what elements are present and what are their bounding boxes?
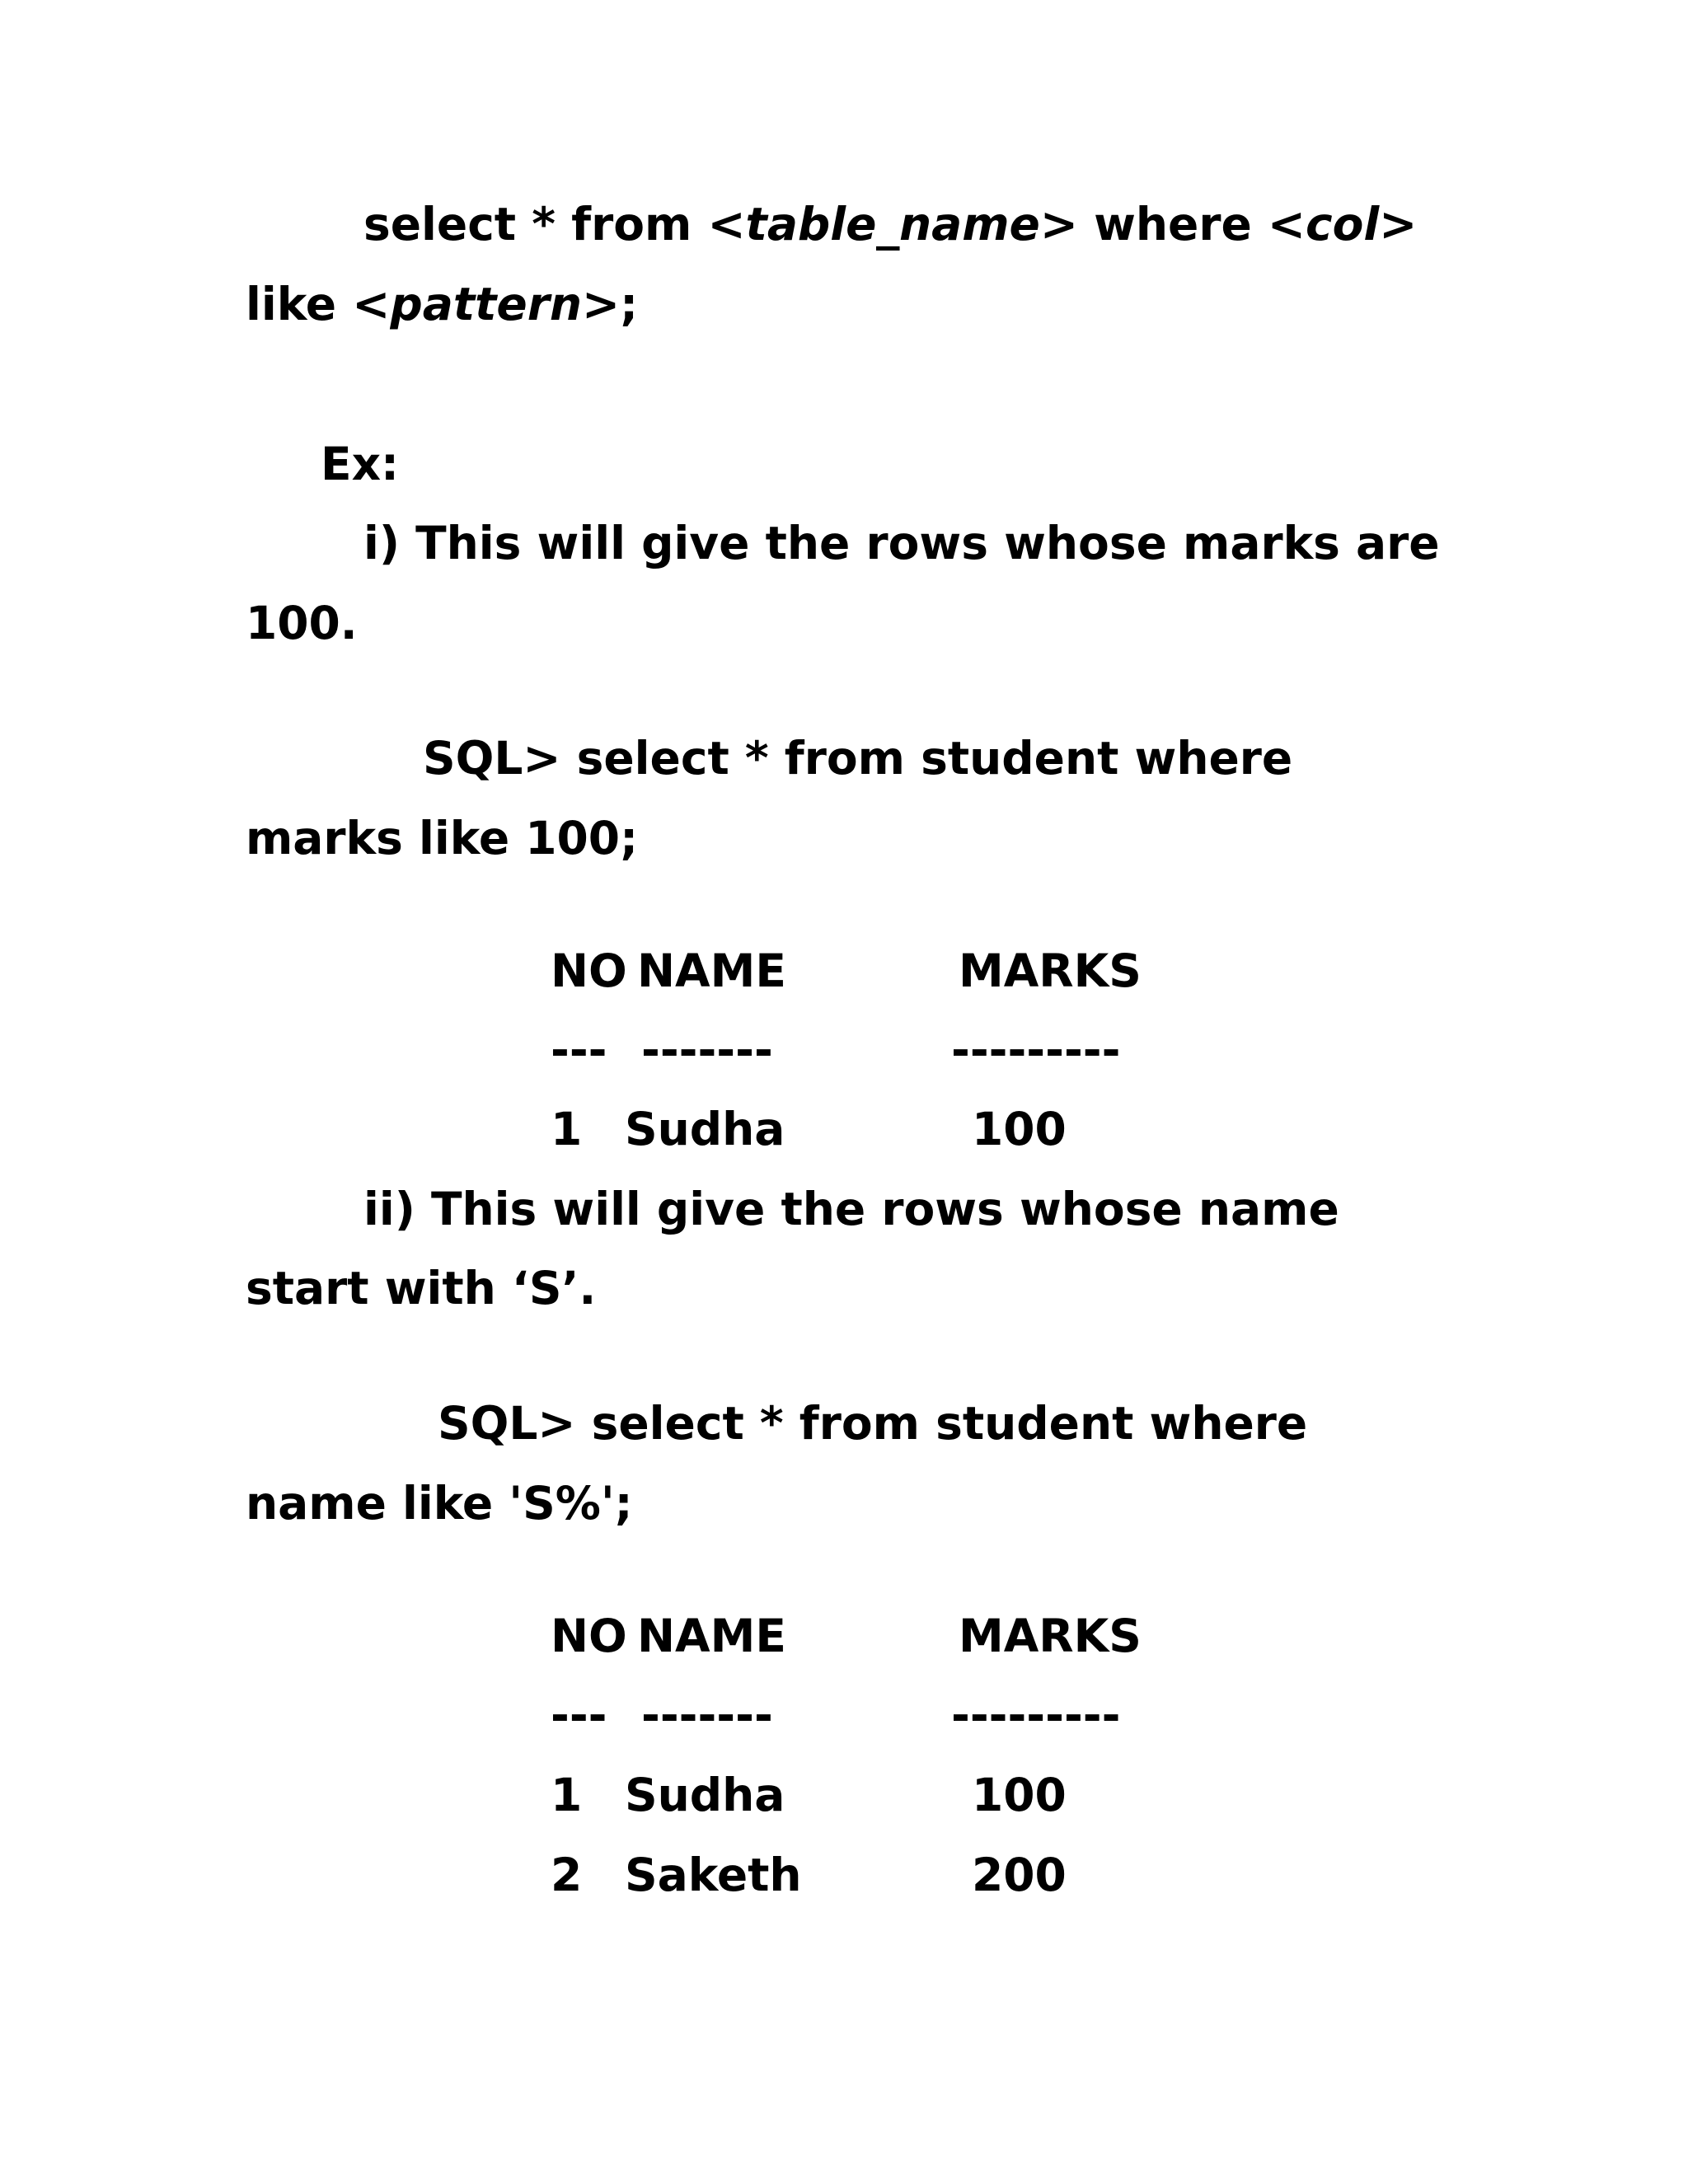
example1-sql-line-1: SQL> select * from student where — [423, 732, 1293, 785]
example2-sql-line-2: name like 'S%'; — [246, 1477, 633, 1530]
separator-no: --- — [551, 1689, 607, 1741]
cell-name: Sudha — [625, 1769, 785, 1821]
header-marks: MARKS — [959, 1610, 1142, 1662]
cell-name: Saketh — [625, 1849, 802, 1901]
cell-name: Sudha — [625, 1103, 785, 1155]
separator-name: ------- — [641, 1024, 773, 1076]
header-name: NAME — [637, 1610, 786, 1662]
separator-no: --- — [551, 1024, 607, 1076]
syntax-col: col — [1306, 198, 1380, 251]
cell-no: 1 — [551, 1769, 583, 1821]
syntax-text: >; — [582, 278, 639, 330]
cell-no: 2 — [551, 1849, 583, 1901]
syntax-text: > — [1379, 198, 1418, 251]
header-no: NO — [551, 944, 627, 997]
cell-no: 1 — [551, 1103, 583, 1155]
separator-marks: --------- — [951, 1689, 1121, 1741]
separator-name: ------- — [641, 1689, 773, 1741]
syntax-text: > where < — [1039, 198, 1306, 251]
example2-desc-line-2: start with ‘S’. — [246, 1262, 597, 1315]
example1-desc-line-1: i) This will give the rows whose marks are — [363, 517, 1440, 569]
header-no: NO — [551, 1610, 627, 1662]
syntax-pattern: pattern — [390, 278, 582, 330]
cell-marks: 100 — [972, 1769, 1067, 1821]
example2-sql-line-1: SQL> select * from student where — [438, 1397, 1308, 1450]
example2-desc-line-1: ii) This will give the rows whose name — [363, 1183, 1339, 1235]
syntax-text: select * from < — [363, 198, 746, 251]
cell-marks: 200 — [972, 1849, 1067, 1901]
header-name: NAME — [637, 944, 786, 997]
cell-marks: 100 — [972, 1103, 1067, 1155]
syntax-table-name: table_name — [745, 198, 1040, 251]
example1-desc-line-2: 100. — [246, 597, 358, 649]
separator-marks: --------- — [951, 1024, 1121, 1076]
syntax-line-1 — [363, 198, 1418, 251]
ex-label: Ex: — [321, 438, 400, 490]
header-marks: MARKS — [959, 944, 1142, 997]
syntax-text: like < — [246, 278, 391, 330]
example1-sql-line-2: marks like 100; — [246, 812, 639, 865]
syntax-line-2 — [246, 278, 639, 330]
